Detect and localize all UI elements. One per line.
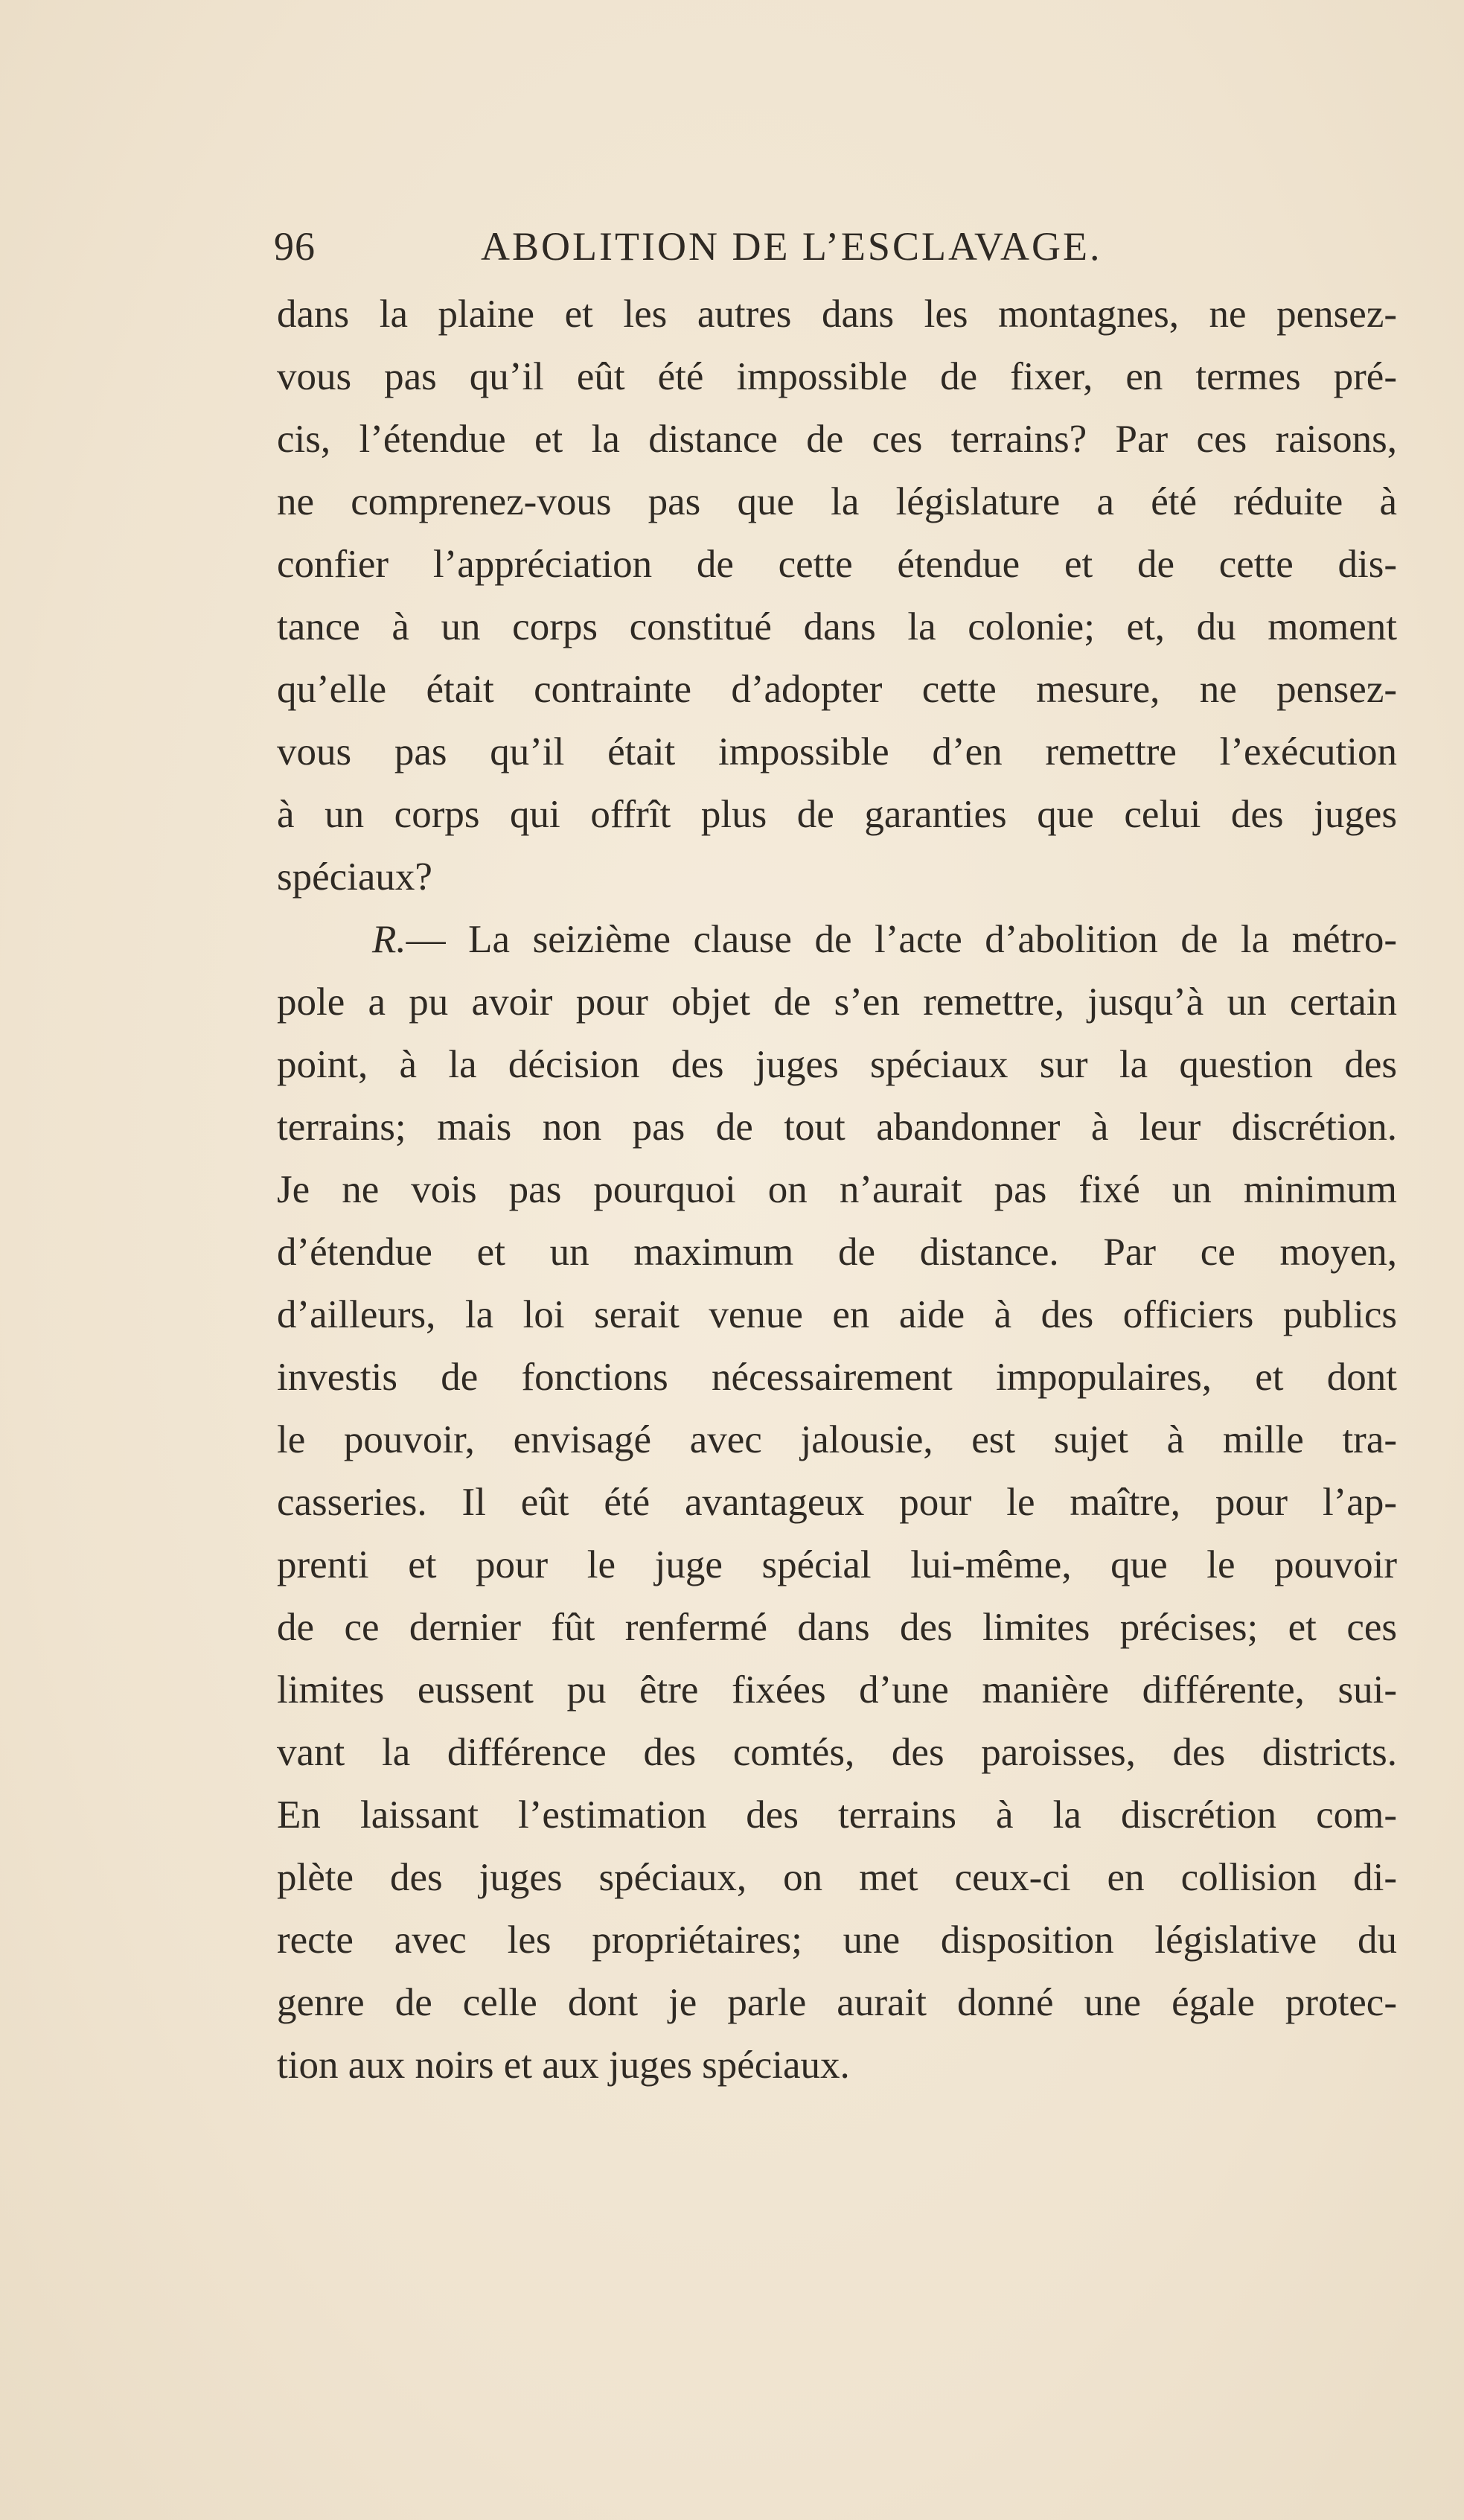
text-line: vous pas qu’il était impossible d’en remettre l’exécution <box>277 730 1397 773</box>
text-line: ne comprenez-vous pas que la législature a été réduite à <box>277 480 1397 523</box>
text-line: casseries. Il eût été avantageux pour le maître, pour l’ap- <box>277 1481 1397 1524</box>
answer-marker: R. <box>372 918 406 961</box>
body-text <box>277 283 1397 2096</box>
text-line: point, à la décision des juges spéciaux sur la question des <box>277 1043 1397 1086</box>
text-line: cis, l’étendue et la distance de ces terrains? Par ces raisons, <box>277 418 1397 461</box>
text-line: vous pas qu’il eût été impossible de fixer, en termes pré- <box>277 355 1397 398</box>
text-line: Je ne vois pas pourquoi on n’aurait pas fixé un minimum <box>277 1168 1397 1211</box>
text-line: de ce dernier fût renfermé dans des limites précises; et ces <box>277 1606 1397 1649</box>
text-line: tance à un corps constitué dans la colonie; et, du moment <box>277 605 1397 648</box>
text-line: terrains; mais non pas de tout abandonner à leur discrétion. <box>277 1106 1397 1149</box>
text-line: prenti et pour le juge spécial lui-même, que le pouvoir <box>277 1543 1397 1586</box>
text-line: pole a pu avoir pour objet de s’en remettre, jusqu’à un certain <box>277 980 1397 1024</box>
text-line: vant la différence des comtés, des paroisses, des districts. <box>277 1731 1397 1774</box>
text-line: à un corps qui offrît plus de garanties que celui des juges <box>277 793 1397 836</box>
text-line: le pouvoir, envisagé avec jalousie, est sujet à mille tra- <box>277 1418 1397 1461</box>
text-line: investis de fonctions nécessairement impopulaires, et dont <box>277 1356 1397 1399</box>
text-line: d’ailleurs, la loi serait venue en aide à des officiers publics <box>277 1293 1397 1336</box>
text-line: confier l’appréciation de cette étendue et de cette dis- <box>277 543 1397 586</box>
text-line: plète des juges spéciaux, on met ceux-ci en collision di- <box>277 1856 1397 1899</box>
text-line: En laissant l’estimation des terrains à la discrétion com- <box>277 1793 1397 1837</box>
text-line: limites eussent pu être fixées d’une manière différente, sui- <box>277 1668 1397 1712</box>
running-head: ABOLITION DE L’ESCLAVAGE. <box>481 224 1102 269</box>
text-line: dans la plaine et les autres dans les montagnes, ne pensez- <box>277 293 1397 336</box>
text-line: d’étendue et un maximum de distance. Par ce moyen, <box>277 1231 1397 1274</box>
page-number: 96 <box>274 224 316 269</box>
text-line: spéciaux? <box>277 855 432 899</box>
text-line: qu’elle était contrainte d’adopter cette mesure, ne pensez- <box>277 668 1397 711</box>
text-line: genre de celle dont je parle aurait donné une égale protec- <box>277 1981 1397 2024</box>
answer-first-line-text: — La seizième clause de l’acte d’abolition de la métro- <box>406 918 1397 961</box>
text-line: recte avec les propriétaires; une disposition législative du <box>277 1918 1397 1962</box>
text-line: tion aux noirs et aux juges spéciaux. <box>277 2044 850 2087</box>
answer-first-line <box>277 908 1397 971</box>
page-header <box>274 223 1390 283</box>
